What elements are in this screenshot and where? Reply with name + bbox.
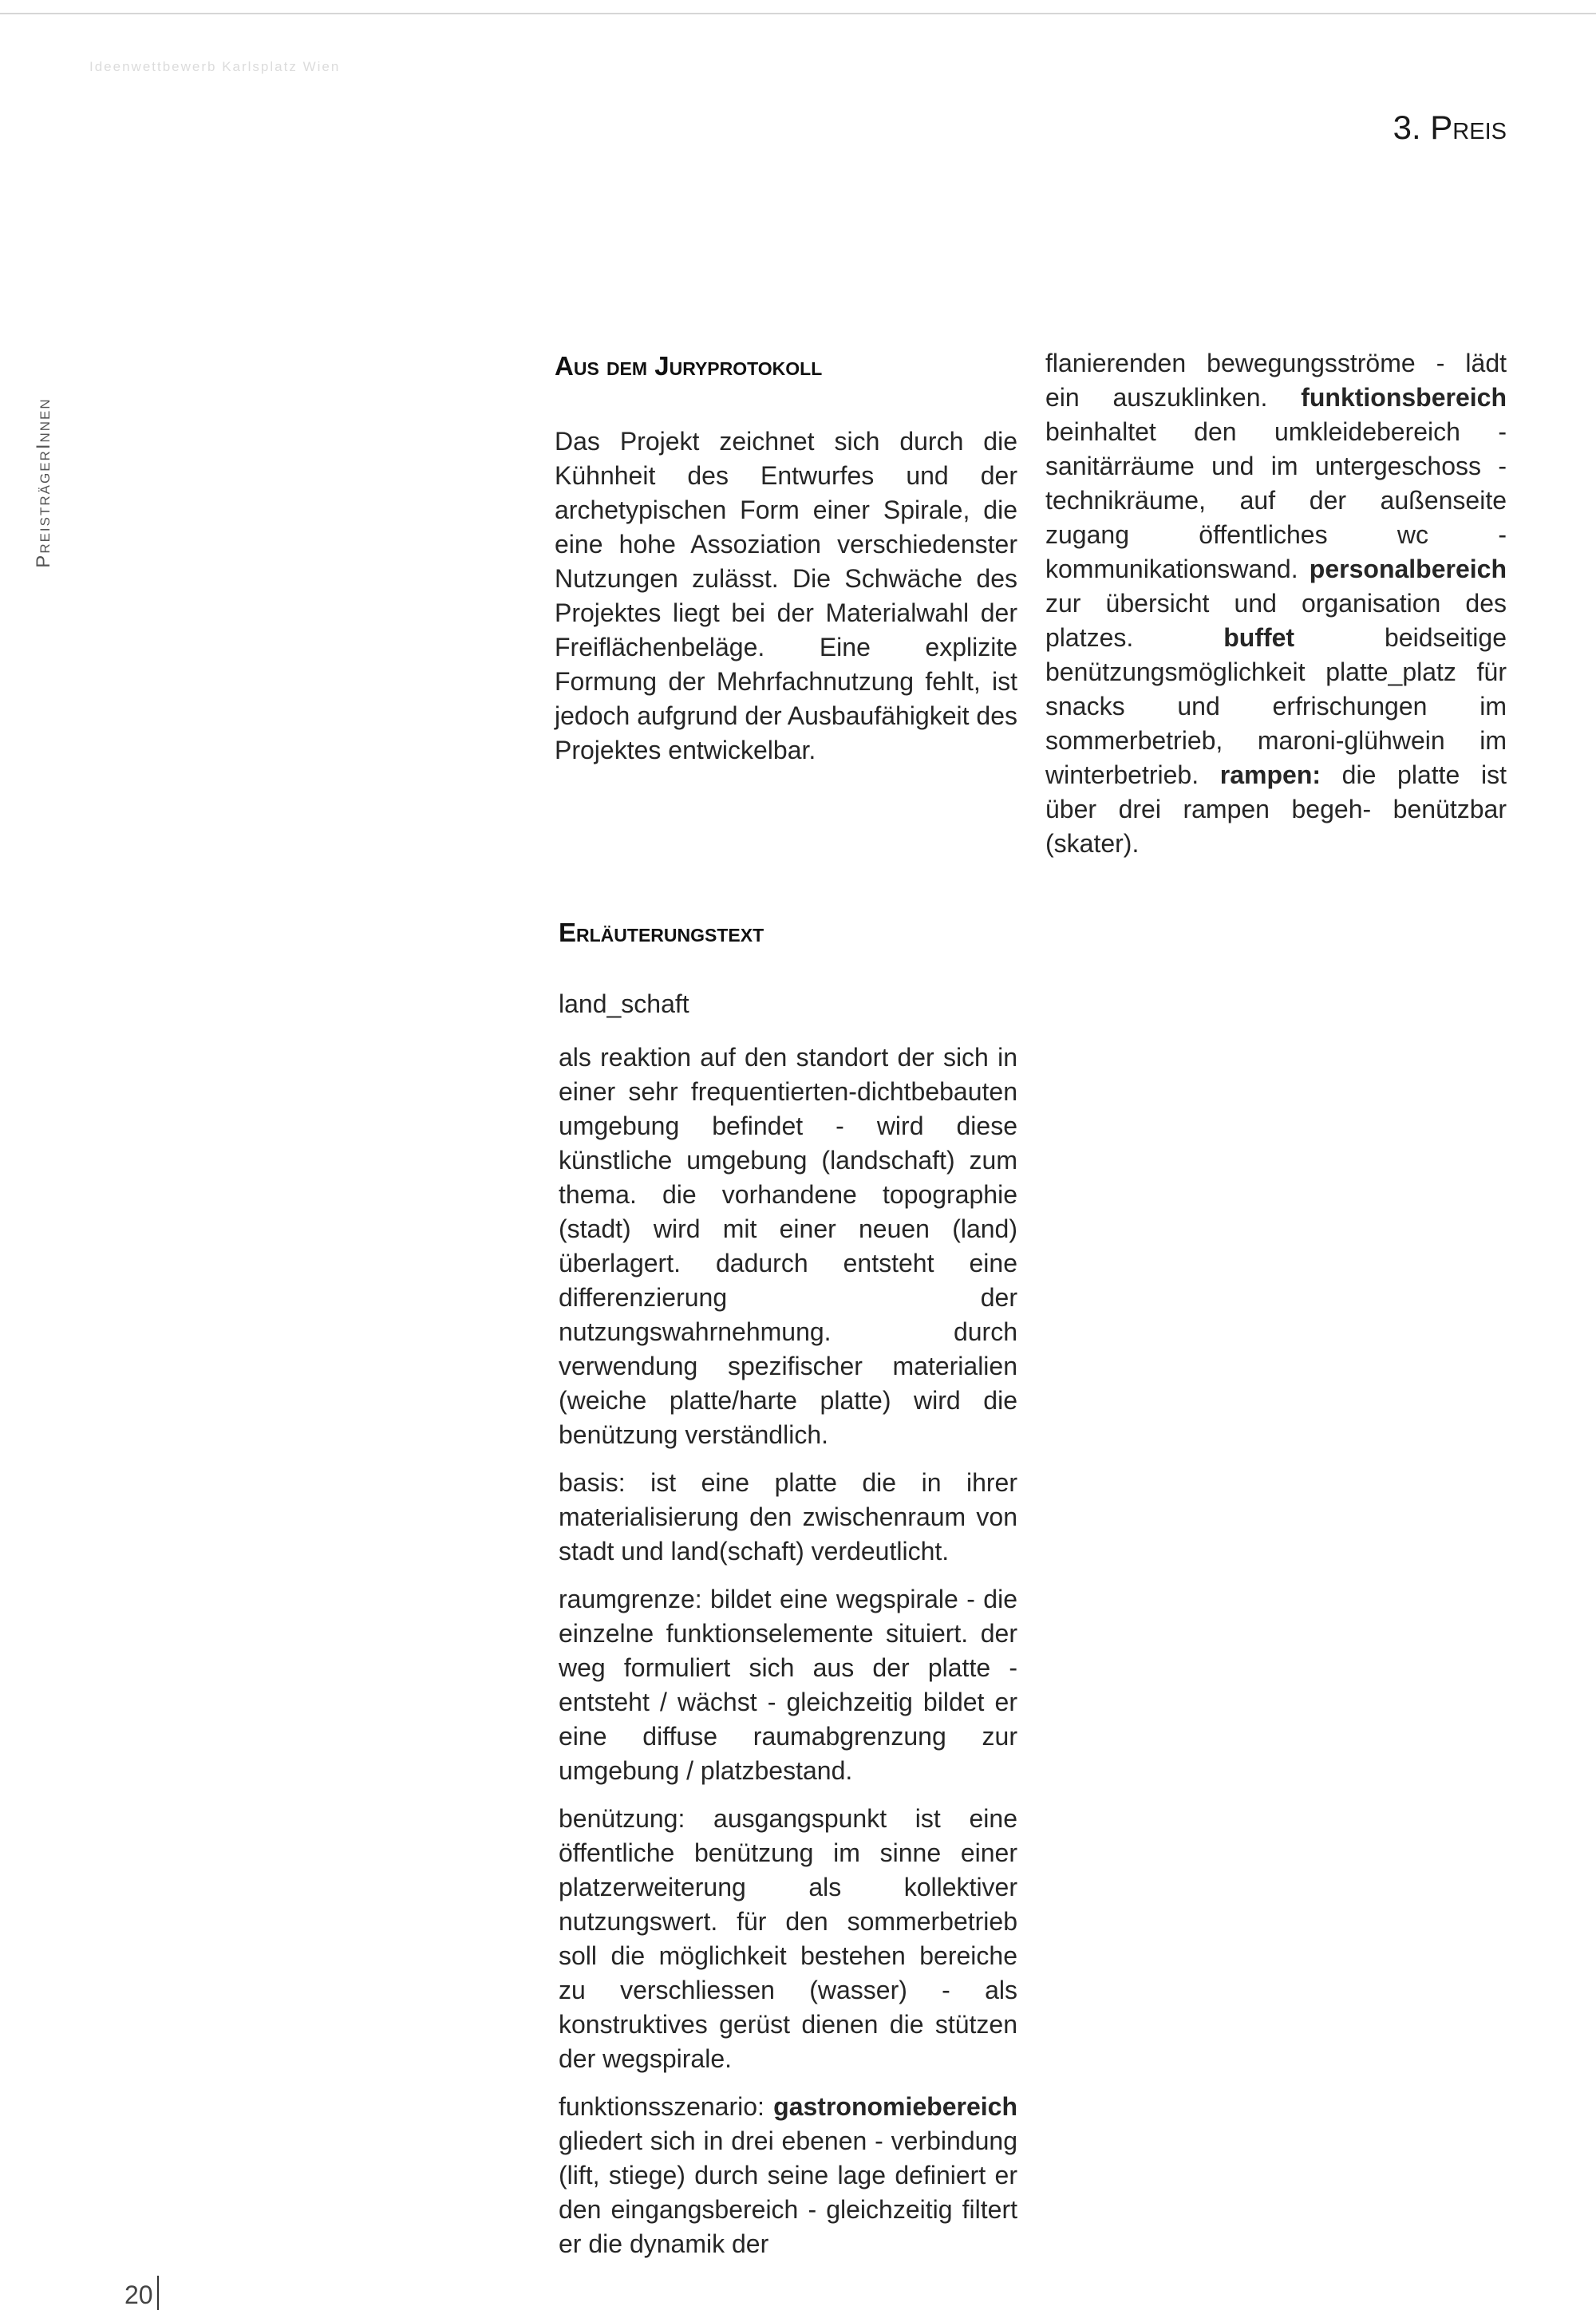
continuation-paragraph xyxy=(1045,346,1507,861)
erlaeuterung-heading: Erläuterungstext xyxy=(559,918,764,947)
continuation-text: zur übersicht und organisation des platzes. xyxy=(1045,589,1507,652)
continuation-bold-term: buffet xyxy=(1223,623,1295,652)
erlaeuterung-paragraph xyxy=(559,2090,1017,2261)
continuation-column xyxy=(1045,346,1507,875)
continuation-bold-term: personalbereich xyxy=(1309,555,1507,583)
erlaeuterung-subheading: land_schaft xyxy=(559,989,689,1018)
side-label-text: PreisträgerInnen xyxy=(33,397,54,568)
continuation-bold-term: funktionsbereich xyxy=(1301,383,1507,412)
erlaeuterung-text-column xyxy=(559,987,1017,2275)
erlaeuterung-paragraph: raumgrenze: bildet eine wegspirale - die einzelne funktionselemente situiert. der weg formuliert sich aus der platte - entsteht / wächst - gleichzeitig bildet er eine diffuse raumabgrenzung zur umgebung / platzbestand. xyxy=(559,1585,1017,1785)
running-head: Ideenwettbewerb Karlsplatz Wien xyxy=(89,59,341,74)
jury-text-column xyxy=(555,424,1017,781)
erlaeuterung-paragraph: als reaktion auf den standort der sich in einer sehr frequentierten-dichtbebauten umgebung befindet - wird diese künstliche umgebung (landschaft) zum thema. die vorhandene topographie (stadt) wird mit einer neuen (land) überlagert. dadurch entsteht eine differenzierung der nutzungswahrnehmung. durch verwendung spezifischer materialien (weiche platte/harte platte) wird die benützung verständlich. xyxy=(559,1043,1017,1449)
continuation-text: die platte ist über drei rampen begeh- benützbar (skater). xyxy=(1045,760,1507,858)
erlaeuterung-text: gliedert sich in drei ebenen - verbindung (lift, stiege) durch seine lage definiert er den eingangsbereich - gleichzeitig filtert er die dynamik der xyxy=(559,2126,1017,2258)
erlaeuterung-text: funktionsszenario: xyxy=(559,2092,774,2121)
erlaeuterung-paragraph: basis: ist eine platte die in ihrer materialisierung den zwischenraum von stadt und land(schaft) verdeutlicht. xyxy=(559,1468,1017,1566)
page-number-rule xyxy=(157,2276,159,2310)
continuation-text: beinhaltet den umkleidebereich - sanitärräume und im untergeschoss - technikräume, auf der außenseite zugang öffentliches wc - kommunikationswand. xyxy=(1045,417,1507,583)
erlaeuterung-bold-term: gastronomiebereich xyxy=(773,2092,1017,2121)
jury-paragraph: Das Projekt zeichnet sich durch die Kühnheit des Entwurfes und der archetypischen Form einer Spirale, die eine hohe Assoziation verschiedenster Nutzungen zulässt. Die Schwäche des Projektes liegt bei der Materialwahl der Freiflächenbeläge. Eine explizite Formung der Mehrfachnutzung fehlt, ist jedoch aufgrund der Ausbaufähigkeit des Projektes entwickelbar. xyxy=(555,427,1017,764)
prize-title: 3. Preis xyxy=(1393,109,1507,146)
continuation-bold-term: rampen: xyxy=(1219,760,1321,789)
jury-heading: Aus dem Juryprotokoll xyxy=(555,351,823,381)
continuation-text: beidseitige benützungsmöglichkeit platte_platz für snacks und erfrischungen im sommerbetrieb, maroni-glühwein im winterbetrieb. xyxy=(1045,623,1507,789)
page-number: 20 xyxy=(124,2280,153,2309)
erlaeuterung-paragraph: benützung: ausgangspunkt ist eine öffentliche benützung im sinne einer platzerweiterung als kollektiver nutzungswert. für den sommerbetrieb soll die möglichkeit bestehen bereiche zu verschliessen (wasser) - als konstruktives gerüst dienen die stützen der wegspirale. xyxy=(559,1804,1017,2073)
top-rule xyxy=(0,13,1596,14)
side-label xyxy=(32,383,56,582)
continuation-text: flanierenden bewegungsströme - lädt ein auszuklinken. xyxy=(1045,349,1507,412)
